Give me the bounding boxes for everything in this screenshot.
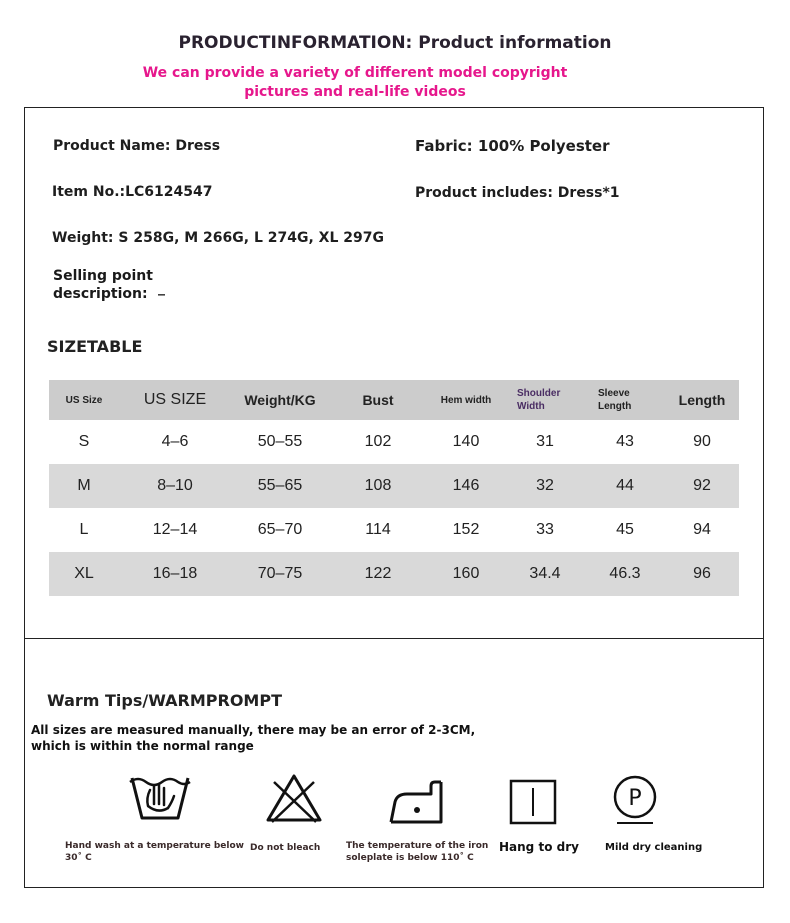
product-name: Product Name: Dress <box>53 138 221 154</box>
care-hang-dry <box>509 779 557 825</box>
cell-size: S <box>78 433 90 450</box>
care-dry-clean <box>611 773 659 825</box>
table-row <box>49 508 739 552</box>
svg-text:P: P <box>628 786 642 811</box>
cell-sleeve-length: 45 <box>616 521 634 538</box>
cell-length: 94 <box>693 521 711 538</box>
cell-us-size: 4–6 <box>161 433 189 450</box>
cell-length: 96 <box>693 565 711 582</box>
cell-sleeve-length: 46.3 <box>609 565 641 582</box>
size-table-header-row <box>49 380 739 420</box>
cell-us-size: 16–18 <box>152 565 198 582</box>
cell-size: M <box>77 477 91 494</box>
cell-bust: 122 <box>364 565 392 582</box>
warm-tips-title: Warm Tips/WARMPROMPT <box>47 691 282 710</box>
selling-point-value: _ <box>158 280 165 296</box>
selling-point-label <box>53 267 173 303</box>
cell-weight: 65–70 <box>257 521 303 538</box>
product-info-subtitle <box>130 64 580 102</box>
table-row <box>49 464 739 508</box>
care-hand-wash <box>128 772 192 826</box>
do-not-bleach-icon <box>264 772 324 826</box>
size-table-title: SIZETABLE <box>47 337 143 356</box>
care-iron <box>387 778 445 826</box>
hand-wash-icon <box>128 772 192 826</box>
cell-hem-width: 140 <box>452 433 480 450</box>
cell-size: XL <box>74 565 94 582</box>
care-label-hang-dry: Hang to dry <box>499 840 579 854</box>
warm-tips-note <box>31 722 475 754</box>
table-row <box>49 552 739 596</box>
header-us-size: US SIZE <box>143 391 207 408</box>
cell-us-size: 8–10 <box>157 477 193 494</box>
cell-shoulder-width: 33 <box>536 521 554 538</box>
care-label-hand-wash-line-1: Hand wash at a temperature below <box>65 841 244 851</box>
cell-size: L <box>79 521 89 538</box>
header-sleeve-length: Sleeve Length <box>598 388 632 412</box>
header-us-size-small: US Size <box>65 394 103 406</box>
hang-to-dry-icon <box>509 779 557 825</box>
cell-bust: 114 <box>365 521 391 538</box>
cell-length: 90 <box>693 433 711 450</box>
selling-point-label-line-1: Selling point <box>53 268 153 284</box>
cell-shoulder-width: 34.4 <box>529 565 561 582</box>
header-length: Length <box>678 392 726 408</box>
cell-shoulder-width: 31 <box>536 433 554 450</box>
care-label-do-not-bleach: Do not bleach <box>250 843 321 853</box>
item-number: Item No.:LC6124547 <box>52 184 213 200</box>
subtitle-line-1: We can provide a variety of different model copyright <box>142 65 568 81</box>
care-label-iron-line-1: The temperature of the iron <box>346 841 489 851</box>
header-hem-width: Hem width <box>440 394 492 406</box>
warm-tips-note-line-2: which is within the normal range <box>31 739 254 753</box>
cell-hem-width: 160 <box>452 565 480 582</box>
cell-length: 92 <box>693 477 711 494</box>
cell-weight: 50–55 <box>257 433 303 450</box>
cell-bust: 102 <box>364 433 392 450</box>
care-label-hand-wash-line-2: 30˚ C <box>65 853 92 863</box>
header-weight: Weight/KG <box>244 392 316 408</box>
care-label-iron-line-2: soleplate is below 110˚ C <box>346 853 474 863</box>
cell-weight: 55–65 <box>257 477 303 494</box>
care-label-iron <box>346 840 488 864</box>
weight-info: Weight: S 258G, M 266G, L 274G, XL 297G <box>52 230 384 246</box>
cell-us-size: 12–14 <box>152 521 198 538</box>
table-row <box>49 420 739 464</box>
section-divider <box>24 638 764 639</box>
warm-tips-note-line-1: All sizes are measured manually, there may be an error of 2-3CM, <box>31 723 476 737</box>
fabric: Fabric: 100% Polyester <box>415 137 610 155</box>
care-label-dry-clean: Mild dry cleaning <box>605 842 703 853</box>
selling-point-label-line-2: description: <box>53 286 148 302</box>
header-shoulder-width: Shoulder Width <box>517 388 561 412</box>
cell-hem-width: 146 <box>452 477 480 494</box>
mild-dry-cleaning-icon <box>611 773 659 825</box>
cell-shoulder-width: 32 <box>536 477 554 494</box>
cell-hem-width: 152 <box>452 521 480 538</box>
size-table <box>49 380 739 596</box>
header-bust: Bust <box>362 392 394 408</box>
iron-low-temp-icon <box>387 778 445 826</box>
care-label-hand-wash <box>65 840 244 864</box>
care-do-not-bleach <box>264 772 324 826</box>
cell-sleeve-length: 43 <box>616 433 634 450</box>
product-info-title: PRODUCTINFORMATION: Product information <box>178 33 612 53</box>
cell-sleeve-length: 44 <box>616 477 634 494</box>
cell-weight: 70–75 <box>257 565 303 582</box>
product-includes: Product includes: Dress*1 <box>415 185 620 201</box>
subtitle-line-2: pictures and real-life videos <box>244 84 466 100</box>
cell-bust: 108 <box>364 477 392 494</box>
